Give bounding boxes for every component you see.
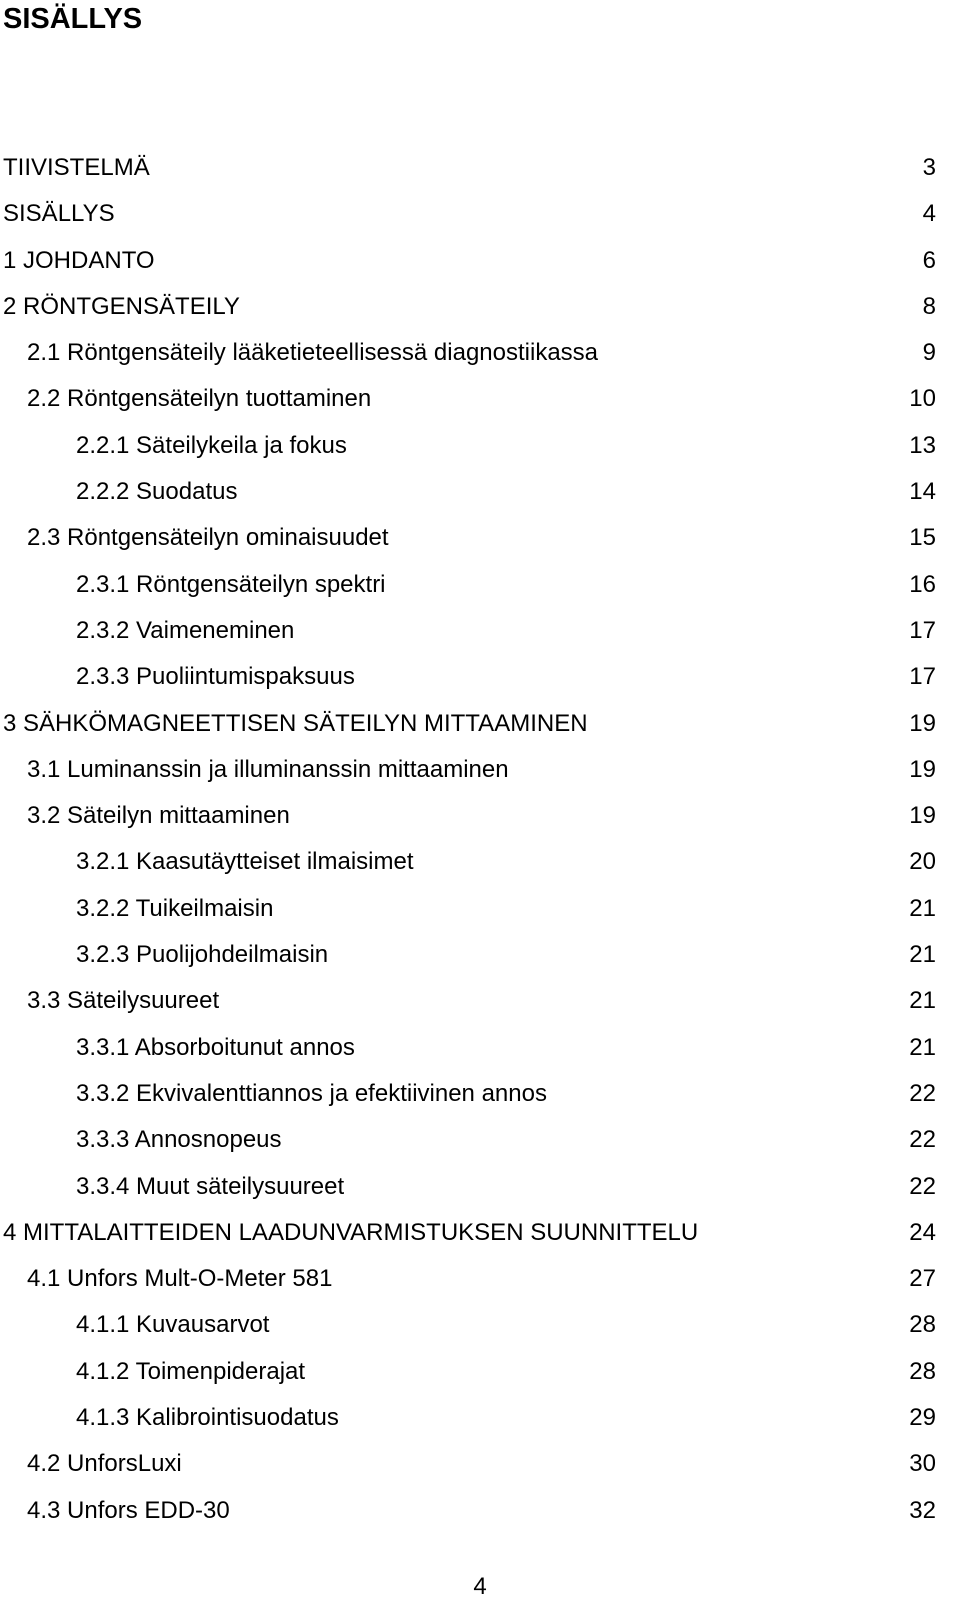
toc-entry-page: 28 [909,1311,936,1339]
toc-entry [0,1488,960,1534]
toc-entry-label: 3 SÄHKÖMAGNEETTISEN SÄTEILYN MITTAAMINEN [3,709,588,737]
toc-entry-page: 22 [909,1172,936,1200]
toc-entry-label: 4.3 Unfors EDD-30 [27,1496,230,1524]
toc-entry [0,1395,960,1441]
toc-entry [0,423,960,469]
toc-entry-page: 29 [909,1404,936,1432]
toc-entry-page: 22 [909,1126,936,1154]
toc-entry-page: 6 [922,246,936,274]
toc-entry [0,469,960,515]
toc-entry-page: 10 [909,385,936,413]
toc-entry [0,1302,960,1348]
toc-entry-label: 3.3.2 Ekvivalenttiannos ja efektiivinen annos [76,1079,547,1107]
toc-entry [0,1117,960,1163]
toc-entry-label: 3.2.1 Kaasutäytteiset ilmaisimet [76,848,414,876]
toc-entry [0,978,960,1024]
toc-entry [0,747,960,793]
toc-entry [0,562,960,608]
toc-entry-page: 20 [909,848,936,876]
toc-entry-page: 21 [909,987,936,1015]
toc-entry-page: 9 [922,339,936,367]
toc-entry [0,191,960,237]
toc-entry-label: 4.1 Unfors Mult-O-Meter 581 [27,1265,333,1293]
toc-entry [0,932,960,978]
toc-entry-label: 4.1.3 Kalibrointisuodatus [76,1404,339,1432]
toc-entry-page: 19 [909,709,936,737]
toc-entry-label: 3.2 Säteilyn mittaaminen [27,802,290,830]
toc-entry [0,1025,960,1071]
toc-entry [0,608,960,654]
toc-entry-label: 4.1.2 Toimenpiderajat [76,1357,306,1385]
toc-entry-label: 3.3.3 Annosnopeus [76,1126,282,1154]
toc-entry-label: 3.3 Säteilysuureet [27,987,220,1015]
page-title: SISÄLLYS [3,3,143,35]
toc-entry-page: 3 [922,154,936,181]
toc-entry-label: 1 JOHDANTO [3,246,155,274]
toc-entry-page: 21 [909,894,936,922]
toc-entry-page: 15 [909,524,936,552]
toc-entry [0,1256,960,1302]
toc-entry-page: 19 [909,755,936,783]
toc-entry-label: SISÄLLYS [3,200,115,228]
toc-entry-page: 32 [909,1496,936,1524]
toc-entry-label: 4 MITTALAITTEIDEN LAADUNVARMISTUKSEN SUUNNITTELU [3,1218,699,1246]
toc-entry-label: 2.3 Röntgensäteilyn ominaisuudet [27,524,389,552]
toc-entry-page: 22 [909,1079,936,1107]
toc-entry-label: 3.2.2 Tuikeilmaisin [76,894,274,922]
toc-entry [0,284,960,330]
toc-entry [0,701,960,747]
toc-entry-label: 3.2.3 Puolijohdeilmaisin [76,941,329,969]
toc-entry-label: 2 RÖNTGENSÄTEILY [3,292,240,320]
toc-entry [0,376,960,422]
toc-entry [0,515,960,561]
toc-entry [0,654,960,700]
toc-entry-page: 13 [909,431,936,459]
toc-entry-label: 2.2.2 Suodatus [76,478,238,506]
toc-entry-label: 2.2.1 Säteilykeila ja fokus [76,431,347,459]
toc-entry-label: 2.2 Röntgensäteilyn tuottaminen [27,385,372,413]
toc-entry-page: 28 [909,1357,936,1385]
toc-entry-page: 24 [909,1218,936,1246]
toc-entry-page: 8 [922,292,936,320]
toc-entry-page: 19 [909,802,936,830]
toc-entry-label: 2.3.2 Vaimeneminen [76,616,295,644]
toc-entry-page: 4 [922,200,936,228]
toc-entry-page: 14 [909,478,936,506]
toc-entry-label: 3.3.4 Muut säteilysuureet [76,1172,345,1200]
toc-entry [0,886,960,932]
toc-entry-label: 2.1 Röntgensäteily lääketieteellisessä diagnostiikassa [27,339,599,367]
toc-entry-page: 16 [909,570,936,598]
toc-entry [0,839,960,885]
toc-entry-label: 4.1.1 Kuvausarvot [76,1311,270,1339]
toc-entry-label: 3.1 Luminanssin ja illuminanssin mittaaminen [27,755,509,783]
toc-entry-label: 2.3.1 Röntgensäteilyn spektri [76,570,386,598]
toc-entry [0,1071,960,1117]
toc-entry [0,1210,960,1256]
toc-entry [0,330,960,376]
toc-entry-label: TIIVISTELMÄ [3,154,150,181]
toc-entry-page: 17 [909,663,936,691]
toc-entry-page: 30 [909,1450,936,1478]
table-of-contents [0,145,960,1534]
toc-entry-page: 21 [909,941,936,969]
toc-entry-label: 2.3.3 Puoliintumispaksuus [76,663,355,691]
toc-entry-page: 27 [909,1265,936,1293]
toc-entry [0,793,960,839]
page-number: 4 [473,1573,487,1600]
toc-entry-label: 3.3.1 Absorboitunut annos [76,1033,355,1061]
toc-entry [0,1441,960,1487]
toc-entry [0,1349,960,1395]
toc-entry-page: 21 [909,1033,936,1061]
toc-entry [0,238,960,284]
toc-entry [0,1164,960,1210]
toc-entry [0,145,960,191]
toc-entry-label: 4.2 UnforsLuxi [27,1450,182,1478]
toc-entry-page: 17 [909,616,936,644]
